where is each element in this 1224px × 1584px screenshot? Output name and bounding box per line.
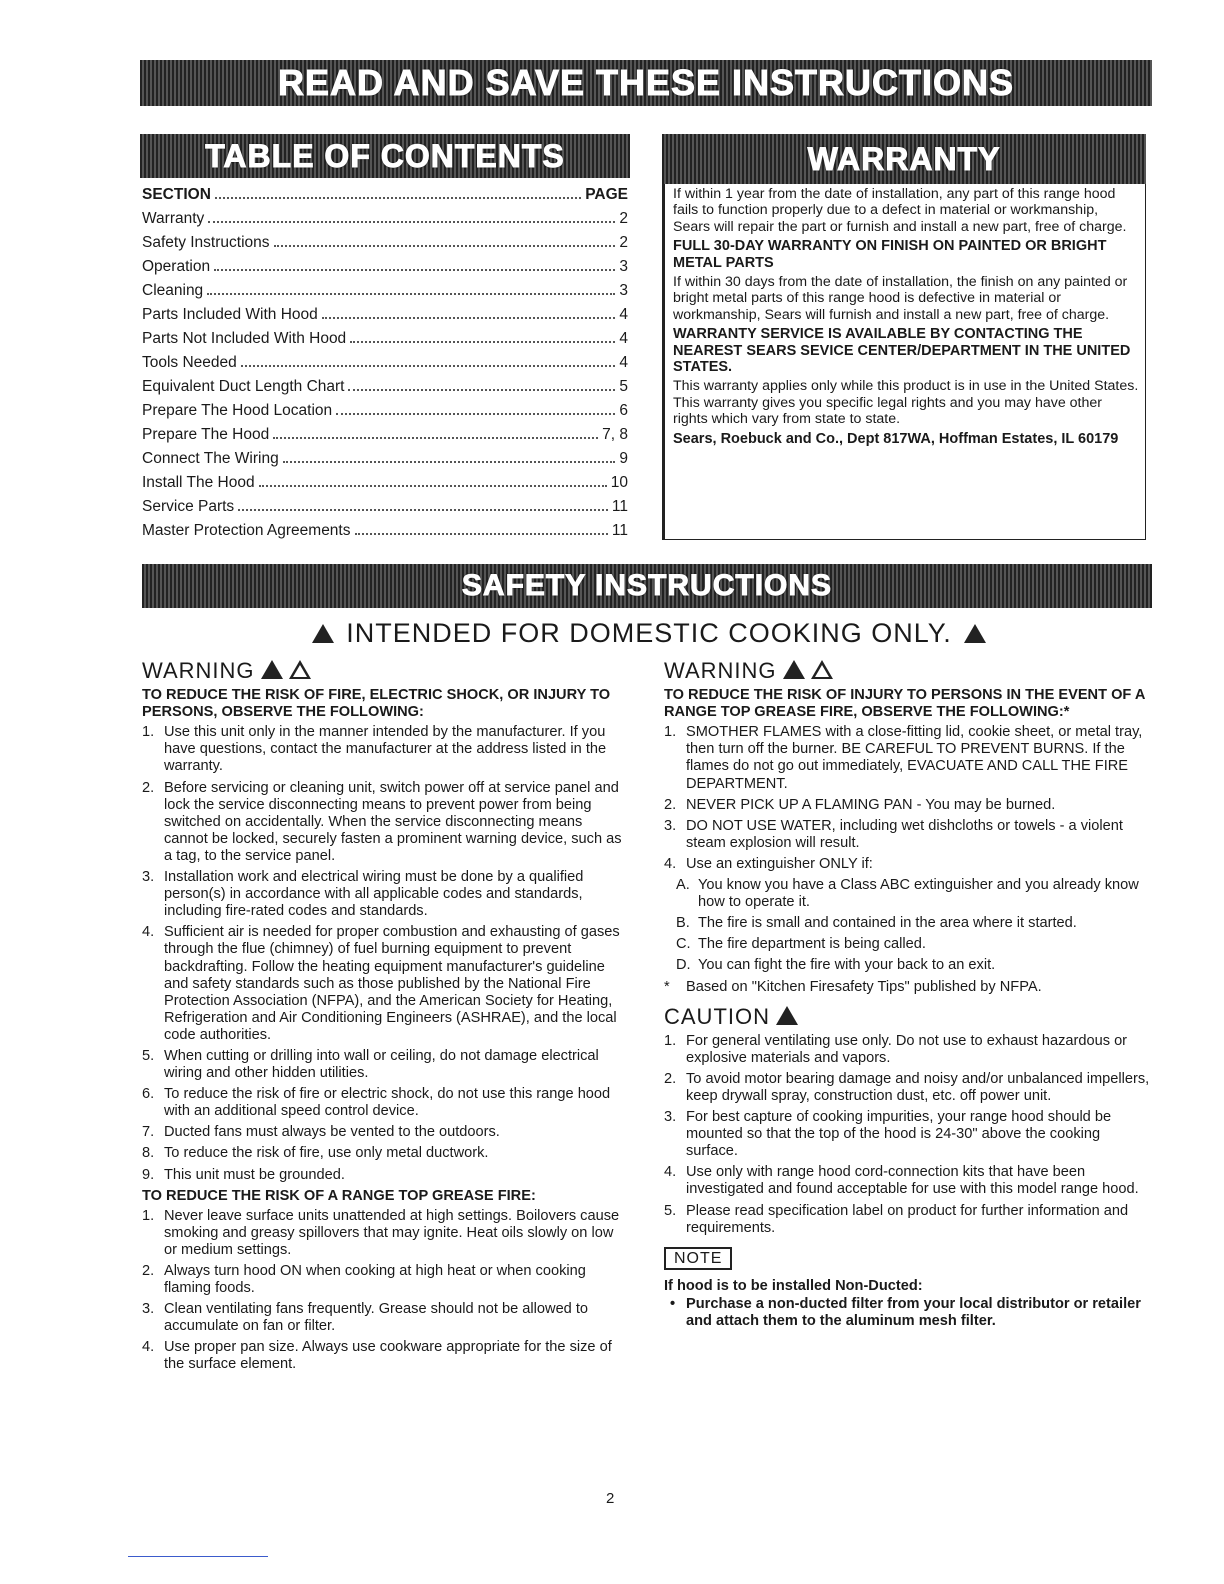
warning-triangle-icon bbox=[776, 1006, 798, 1025]
list-item-text: To reduce the risk of fire or electric shock, do not use this range hood with an additional speed control device. bbox=[164, 1086, 611, 1120]
list-item: 5. When cutting or drilling into wall or ceiling, do not damage electrical wiring and other hidden utilities. bbox=[142, 1047, 599, 1082]
list-item-text: Use only with range hood cord-connection kits that have been investigated and found acceptable for use with this model range hood. bbox=[686, 1164, 1139, 1198]
list-item-text: You know you have a Class ABC extinguisher and you already know how to operate it. bbox=[698, 877, 1139, 911]
right-warning-column bbox=[664, 660, 1152, 1330]
safety-banner-title: SAFETY INSTRUCTIONS bbox=[461, 569, 833, 602]
note-box: NOTE bbox=[664, 1247, 732, 1270]
toc-row bbox=[142, 354, 628, 378]
list-item-text: You can fight the fire with your back to an exit. bbox=[698, 957, 996, 974]
toc-entry-page: 2 bbox=[619, 234, 628, 251]
list-item-text: DO NOT USE WATER, including wet dishcloths or towels - a violent steam explosion will result. bbox=[686, 817, 1123, 851]
warranty-heading-service: WARRANTY SERVICE IS AVAILABLE BY CONTACTING THE NEAREST SEARS SEVICE CENTER/DEPARTMENT IN THE UNITED STATES. bbox=[673, 326, 1131, 376]
toc-section-label: SECTION bbox=[142, 186, 211, 203]
toc-entry-page: 4 bbox=[619, 330, 628, 347]
list-item: B. The fire is small and contained in the area where it started. bbox=[676, 915, 1077, 932]
toc-entry-name: Cleaning bbox=[142, 282, 204, 299]
toc-row bbox=[142, 258, 628, 282]
list-item: 3. For best capture of cooking impurities, your range hood should be mounted so that the top of the hood is 24-30" above the cooking surface. bbox=[664, 1109, 1112, 1160]
toc-row bbox=[142, 474, 628, 498]
right-warning-title bbox=[664, 658, 1152, 683]
grease-fire-list bbox=[142, 1208, 630, 1374]
warranty-paragraph-2: If within 30 days from the date of installation, the finish on any painted or bright metal parts of this range hood is defective in material or workmanship, Sears will furnish and install a new part, free of charge. bbox=[673, 274, 1128, 323]
list-item-text: Sufficient air is needed for proper combustion and exhausting of gases through the flue (chimney) of fuel burning equipment to prevent backdrafting. Follow the heating equipment manufacturer's guideline and safety standards such as those published by the National Fire Protection Association (NFPA), and the American Society for Heating, Refrigeration and Air Conditioning Engineers (ASHRAE), and the local code authorities. bbox=[164, 924, 620, 1043]
footnote-text: Based on "Kitchen Firesafety Tips" published by NFPA. bbox=[686, 978, 1042, 995]
toc-row bbox=[142, 402, 628, 426]
domestic-cooking-headline bbox=[140, 618, 1152, 649]
list-item: 5. Please read specification label on product for further information and requirements. bbox=[664, 1202, 1129, 1236]
toc-row bbox=[142, 282, 628, 306]
toc-row bbox=[142, 498, 628, 522]
list-item-text: To avoid motor bearing damage and noisy and/or unbalanced impellers, keep drywall spray, construction dust, etc. off power unit. bbox=[686, 1070, 1150, 1104]
note-bullet-text: Purchase a non-ducted filter from your local distributor or retailer and attach them to the aluminum mesh filter. bbox=[686, 1295, 1141, 1329]
list-item-text: Never leave surface units unattended at high settings. Boilovers cause smoking and greasy spillovers that may ignite. Heat oils slowly on low or medium settings. bbox=[164, 1207, 620, 1258]
footer-rule bbox=[128, 1556, 268, 1557]
list-item: 6. To reduce the risk of fire or electric shock, do not use this range hood with an additional speed control device. bbox=[142, 1086, 611, 1120]
toc-entry-name: Safety Instructions bbox=[142, 234, 270, 251]
toc-entry-name: Equivalent Duct Length Chart bbox=[142, 378, 345, 395]
page-number: 2 bbox=[606, 1490, 615, 1507]
list-item-text: This unit must be grounded. bbox=[164, 1166, 345, 1183]
list-item: 4. Use an extinguisher ONLY if: bbox=[664, 855, 873, 872]
list-item: 2. Before servicing or cleaning unit, switch power off at service panel and lock the service disconnecting means to prevent power from being switched on accidentally. When the service disconnecting means cannot be locked, securely fasten a prominent warning device, such as a tag, to the service panel. bbox=[142, 779, 622, 864]
list-item-text: The fire is small and contained in the area where it started. bbox=[698, 915, 1077, 932]
toc-entry-page: 9 bbox=[619, 450, 628, 467]
list-item: 1. Use this unit only in the manner intended by the manufacturer. If you have questions, contact the manufacturer at the address listed in the warranty. bbox=[142, 724, 607, 775]
toc-entry-page: 6 bbox=[619, 402, 628, 419]
list-item: 7. Ducted fans must always be vented to the outdoors. bbox=[142, 1124, 500, 1141]
list-item: D. You can fight the fire with your back to an exit. bbox=[676, 957, 996, 974]
toc-entry-page: 5 bbox=[619, 378, 628, 395]
list-item: 2. To avoid motor bearing damage and noisy and/or unbalanced impellers, keep drywall spray, construction dust, etc. off power unit. bbox=[664, 1070, 1150, 1104]
toc-banner-title: TABLE OF CONTENTS bbox=[205, 137, 565, 174]
toc-row bbox=[142, 426, 628, 450]
toc-entry-page: 11 bbox=[611, 522, 628, 539]
list-item: 4. Use only with range hood cord-connection kits that have been investigated and found acceptable for use with this model range hood. bbox=[664, 1164, 1139, 1198]
right-warning-heading: TO REDUCE THE RISK OF INJURY TO PERSONS IN THE EVENT OF A RANGE TOP GREASE FIRE, OBSERVE THE FOLLOWING:* bbox=[664, 687, 1145, 721]
table-of-contents bbox=[142, 186, 628, 546]
toc-entry-page: 7, 8 bbox=[602, 426, 628, 443]
toc-entry-page: 11 bbox=[611, 498, 628, 515]
warranty-heading-finish: FULL 30-DAY WARRANTY ON FINISH ON PAINTED OR BRIGHT METAL PARTS bbox=[673, 238, 1107, 271]
list-item: 1. For general ventilating use only. Do not use to exhaust hazardous or explosive materials and vapors. bbox=[664, 1032, 1128, 1066]
warranty-banner-title: WARRANTY bbox=[807, 140, 1001, 177]
toc-row bbox=[142, 450, 628, 474]
toc-entry-page: 2 bbox=[619, 210, 628, 227]
list-item: 2. NEVER PICK UP A FLAMING PAN - You may be burned. bbox=[664, 796, 1056, 813]
list-item: 8. To reduce the risk of fire, use only metal ductwork. bbox=[142, 1145, 489, 1162]
toc-entry-name: Prepare The Hood Location bbox=[142, 402, 333, 419]
toc-row bbox=[142, 378, 628, 402]
toc-entry-name: Connect The Wiring bbox=[142, 450, 279, 467]
toc-entry-name: Master Protection Agreements bbox=[142, 522, 351, 539]
toc-entry-name: Parts Included With Hood bbox=[142, 306, 318, 323]
list-item-text: Installation work and electrical wiring must be done by a qualified person(s) in accordance with all applicable codes and standards, including fire-rated codes and standards. bbox=[164, 869, 584, 920]
main-banner-title: READ AND SAVE THESE INSTRUCTIONS bbox=[277, 62, 1015, 103]
main-banner bbox=[140, 60, 1152, 106]
caution-title bbox=[664, 1003, 1152, 1029]
list-item-text: Clean ventilating fans frequently. Grease should not be allowed to accumulate on fan or filter. bbox=[164, 1301, 589, 1335]
warning-triangle-icon bbox=[964, 624, 986, 643]
list-item-text: Please read specification label on product for further information and requirements. bbox=[686, 1202, 1129, 1236]
list-item-text: For best capture of cooking impurities, your range hood should be mounted so that the top of the hood is 24-30" above the cooking surface. bbox=[686, 1109, 1112, 1160]
toc-row bbox=[142, 234, 628, 258]
headline-text: INTENDED FOR DOMESTIC COOKING ONLY. bbox=[346, 618, 952, 648]
toc-entry-page: 3 bbox=[619, 282, 628, 299]
toc-banner bbox=[140, 134, 630, 178]
list-item: 2. Always turn hood ON when cooking at high heat or when cooking flaming foods. bbox=[142, 1263, 586, 1297]
toc-entry-page: 10 bbox=[610, 474, 628, 491]
toc-row bbox=[142, 210, 628, 234]
list-item-text: To reduce the risk of fire, use only metal ductwork. bbox=[164, 1145, 489, 1162]
list-item: 3. Clean ventilating fans frequently. Grease should not be allowed to accumulate on fan or filter. bbox=[142, 1301, 589, 1335]
list-item-text: Use proper pan size. Always use cookware appropriate for the size of the surface element. bbox=[164, 1339, 612, 1373]
toc-row bbox=[142, 330, 628, 354]
toc-entry-name: Install The Hood bbox=[142, 474, 255, 491]
toc-row bbox=[142, 306, 628, 330]
list-item-text: NEVER PICK UP A FLAMING PAN - You may be burned. bbox=[686, 796, 1056, 813]
list-item-text: For general ventilating use only. Do not use to exhaust hazardous or explosive materials and vapors. bbox=[686, 1032, 1128, 1066]
left-warning-heading: TO REDUCE THE RISK OF FIRE, ELECTRIC SHOCK, OR INJURY TO PERSONS, OBSERVE THE FOLLOWING: bbox=[142, 687, 611, 721]
toc-header bbox=[142, 186, 628, 210]
toc-entry-name: Prepare The Hood bbox=[142, 426, 270, 443]
list-item-text: Use an extinguisher ONLY if: bbox=[686, 855, 873, 872]
warning-triangle-outline-icon bbox=[811, 660, 833, 679]
warranty-box bbox=[662, 184, 1146, 540]
left-warning-column bbox=[142, 660, 630, 1378]
caution-list bbox=[664, 1033, 1152, 1237]
toc-row bbox=[142, 522, 628, 546]
grease-fire-heading: TO REDUCE THE RISK OF A RANGE TOP GREASE FIRE: bbox=[142, 1187, 536, 1204]
right-warning-label: WARNING bbox=[664, 658, 777, 683]
toc-page-label: PAGE bbox=[585, 186, 628, 203]
left-warning-label: WARNING bbox=[142, 658, 255, 683]
toc-entry-page: 4 bbox=[619, 306, 628, 323]
list-item-text: When cutting or drilling into wall or ceiling, do not damage electrical wiring and other hidden utilities. bbox=[164, 1047, 599, 1082]
list-item-text: Always turn hood ON when cooking at high heat or when cooking flaming foods. bbox=[164, 1263, 586, 1297]
warranty-paragraph-1: If within 1 year from the date of installation, any part of this range hood fails to function properly due to a defect in material or workmanship, Sears will repair the part or furnish and install a new part, free of charge. bbox=[673, 186, 1127, 235]
toc-entry-name: Tools Needed bbox=[142, 354, 237, 371]
list-item: 4. Sufficient air is needed for proper combustion and exhausting of gases through the flue (chimney) of fuel burning equipment to prevent backdrafting. Follow the heating equipment manufacturer's guideline and safety standards such as those published by the National Fire Protection Association (NFPA), and the American Society for Heating, Refrigeration and Air Conditioning Engineers (ASHRAE), and the local code authorities. bbox=[142, 924, 620, 1043]
warranty-address: Sears, Roebuck and Co., Dept 817WA, Hoffman Estates, IL 60179 bbox=[673, 430, 1119, 447]
list-item-text: Before servicing or cleaning unit, switch power off at service panel and lock the service disconnecting means to prevent power from being switched on accidentally. When the service disconnecting means cannot be locked, securely fasten a prominent warning device, such as a tag, to the service panel. bbox=[164, 779, 622, 864]
warning-triangle-icon bbox=[783, 660, 805, 679]
note-bullet: • Purchase a non-ducted filter from your local distributor or retailer and attach them to the aluminum mesh filter. bbox=[670, 1295, 1141, 1329]
list-item-text: SMOTHER FLAMES with a close-fitting lid, cookie sheet, or metal tray, then turn off the burner. BE CAREFUL TO PREVENT BURNS. If the flames do not go out immediately, EVACUATE AND CALL THE FIRE DEPARTMENT. bbox=[686, 724, 1143, 792]
right-warning-list bbox=[664, 724, 1152, 873]
list-item: 3. DO NOT USE WATER, including wet dishcloths or towels - a violent steam explosion will result. bbox=[664, 817, 1123, 851]
warning-triangle-icon bbox=[261, 660, 283, 679]
note-heading: If hood is to be installed Non-Ducted: bbox=[664, 1277, 923, 1294]
safety-banner bbox=[142, 564, 1152, 608]
warning-triangle-icon bbox=[312, 624, 334, 643]
list-item-text: Use this unit only in the manner intended by the manufacturer. If you have questions, contact the manufacturer at the address listed in the warranty. bbox=[164, 724, 607, 775]
warning-triangle-outline-icon bbox=[289, 660, 311, 679]
toc-entry-name: Parts Not Included With Hood bbox=[142, 330, 347, 347]
list-item: 4. Use proper pan size. Always use cookware appropriate for the size of the surface element. bbox=[142, 1339, 612, 1373]
nfpa-footnote: * Based on "Kitchen Firesafety Tips" published by NFPA. bbox=[664, 978, 1042, 995]
list-item: C. The fire department is being called. bbox=[676, 936, 926, 953]
caution-label: CAUTION bbox=[664, 1003, 770, 1029]
toc-entry-name: Service Parts bbox=[142, 498, 235, 515]
toc-entry-page: 3 bbox=[619, 258, 628, 275]
list-item-text: Ducted fans must always be vented to the outdoors. bbox=[164, 1124, 500, 1141]
left-warning-list bbox=[142, 724, 630, 1183]
list-item-text: The fire department is being called. bbox=[698, 936, 926, 953]
warranty-paragraph-3: This warranty applies only while this product is in use in the United States. This warranty gives you specific legal rights and you may have other rights which vary from state to state. bbox=[673, 378, 1139, 428]
list-item: 9. This unit must be grounded. bbox=[142, 1166, 345, 1183]
list-item: 3. Installation work and electrical wiring must be done by a qualified person(s) in accordance with all applicable codes and standards, including fire-rated codes and standards. bbox=[142, 869, 584, 920]
toc-entry-page: 4 bbox=[619, 354, 628, 371]
warranty-banner bbox=[662, 134, 1146, 184]
toc-entry-name: Warranty bbox=[142, 210, 205, 227]
list-item: 1. SMOTHER FLAMES with a close-fitting lid, cookie sheet, or metal tray, then turn off the burner. BE CAREFUL TO PREVENT BURNS. If the flames do not go out immediately, EVACUATE AND CALL THE FIRE DEPARTMENT. bbox=[664, 724, 1143, 792]
extinguisher-conditions-list bbox=[664, 877, 1152, 974]
left-warning-title bbox=[142, 658, 630, 683]
toc-entry-name: Operation bbox=[142, 258, 211, 275]
list-item: A. You know you have a Class ABC extinguisher and you already know how to operate it. bbox=[676, 877, 1139, 911]
list-item: 1. Never leave surface units unattended at high settings. Boilovers cause smoking and greasy spillovers that may ignite. Heat oils slowly on low or medium settings. bbox=[142, 1207, 620, 1258]
